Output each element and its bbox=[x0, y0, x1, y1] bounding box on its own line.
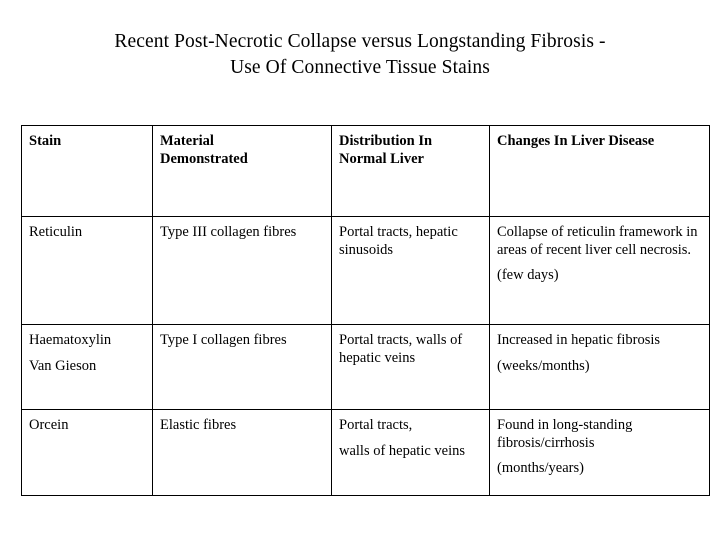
column-header-distribution-line-1: Distribution In bbox=[339, 133, 433, 149]
cell-text: Type III collagen fibres bbox=[160, 224, 297, 240]
connective-tissue-stains-table bbox=[21, 125, 710, 496]
table-row bbox=[22, 410, 710, 496]
cell-text: Collapse of reticulin framework in areas of recent liver cell necrosis. bbox=[497, 224, 698, 258]
cell-stain bbox=[22, 410, 153, 496]
cell-material bbox=[153, 325, 332, 410]
cell-text: Haematoxylin bbox=[29, 332, 112, 348]
column-header-material-line-2: Demonstrated bbox=[160, 150, 248, 167]
cell-text: Reticulin bbox=[29, 224, 83, 240]
cell-stain bbox=[22, 325, 153, 410]
cell-text: Elastic fibres bbox=[160, 417, 237, 433]
table-body bbox=[22, 217, 710, 496]
cell-changes bbox=[490, 410, 710, 496]
cell-distribution bbox=[332, 410, 490, 496]
cell-text-note: (weeks/months) bbox=[497, 357, 590, 374]
page-title-line-2: Use Of Connective Tissue Stains bbox=[230, 57, 490, 78]
cell-changes bbox=[490, 217, 710, 325]
cell-changes bbox=[490, 325, 710, 410]
table-row bbox=[22, 217, 710, 325]
cell-text-continued: Van Gieson bbox=[29, 357, 97, 374]
cell-material bbox=[153, 217, 332, 325]
table-header bbox=[22, 126, 710, 217]
cell-distribution bbox=[332, 217, 490, 325]
column-header-material-line-1: Material bbox=[160, 133, 214, 149]
page-title bbox=[0, 29, 720, 81]
cell-text-note: (few days) bbox=[497, 267, 559, 283]
column-header-material-demonstrated bbox=[153, 126, 332, 217]
cell-text-continued: walls of hepatic veins bbox=[339, 442, 466, 459]
table-header-row bbox=[22, 126, 710, 217]
cell-distribution bbox=[332, 325, 490, 410]
cell-text: Portal tracts, bbox=[339, 417, 413, 433]
column-header-changes-line-1: Changes In Liver Disease bbox=[497, 133, 655, 149]
column-header-changes-in-liver-disease bbox=[490, 126, 710, 217]
cell-stain bbox=[22, 217, 153, 325]
column-header-stain bbox=[22, 126, 153, 217]
cell-text: Portal tracts, hepatic sinusoids bbox=[339, 224, 458, 258]
cell-text: Type I collagen fibres bbox=[160, 332, 287, 348]
column-header-distribution-line-2: Normal Liver bbox=[339, 150, 424, 167]
column-header-stain-line-1: Stain bbox=[29, 133, 62, 149]
cell-text: Orcein bbox=[29, 417, 69, 433]
page-title-line-1: Recent Post-Necrotic Collapse versus Longstanding Fibrosis - bbox=[114, 31, 606, 52]
table-row bbox=[22, 325, 710, 410]
cell-text: Portal tracts, walls of hepatic veins bbox=[339, 332, 463, 366]
column-header-distribution-in-normal-liver bbox=[332, 126, 490, 217]
cell-text: Increased in hepatic fibrosis bbox=[497, 332, 661, 348]
cell-text-note: (months/years) bbox=[497, 460, 584, 476]
cell-text: Found in long-standing fibrosis/cirrhosis bbox=[497, 417, 633, 451]
cell-material bbox=[153, 410, 332, 496]
